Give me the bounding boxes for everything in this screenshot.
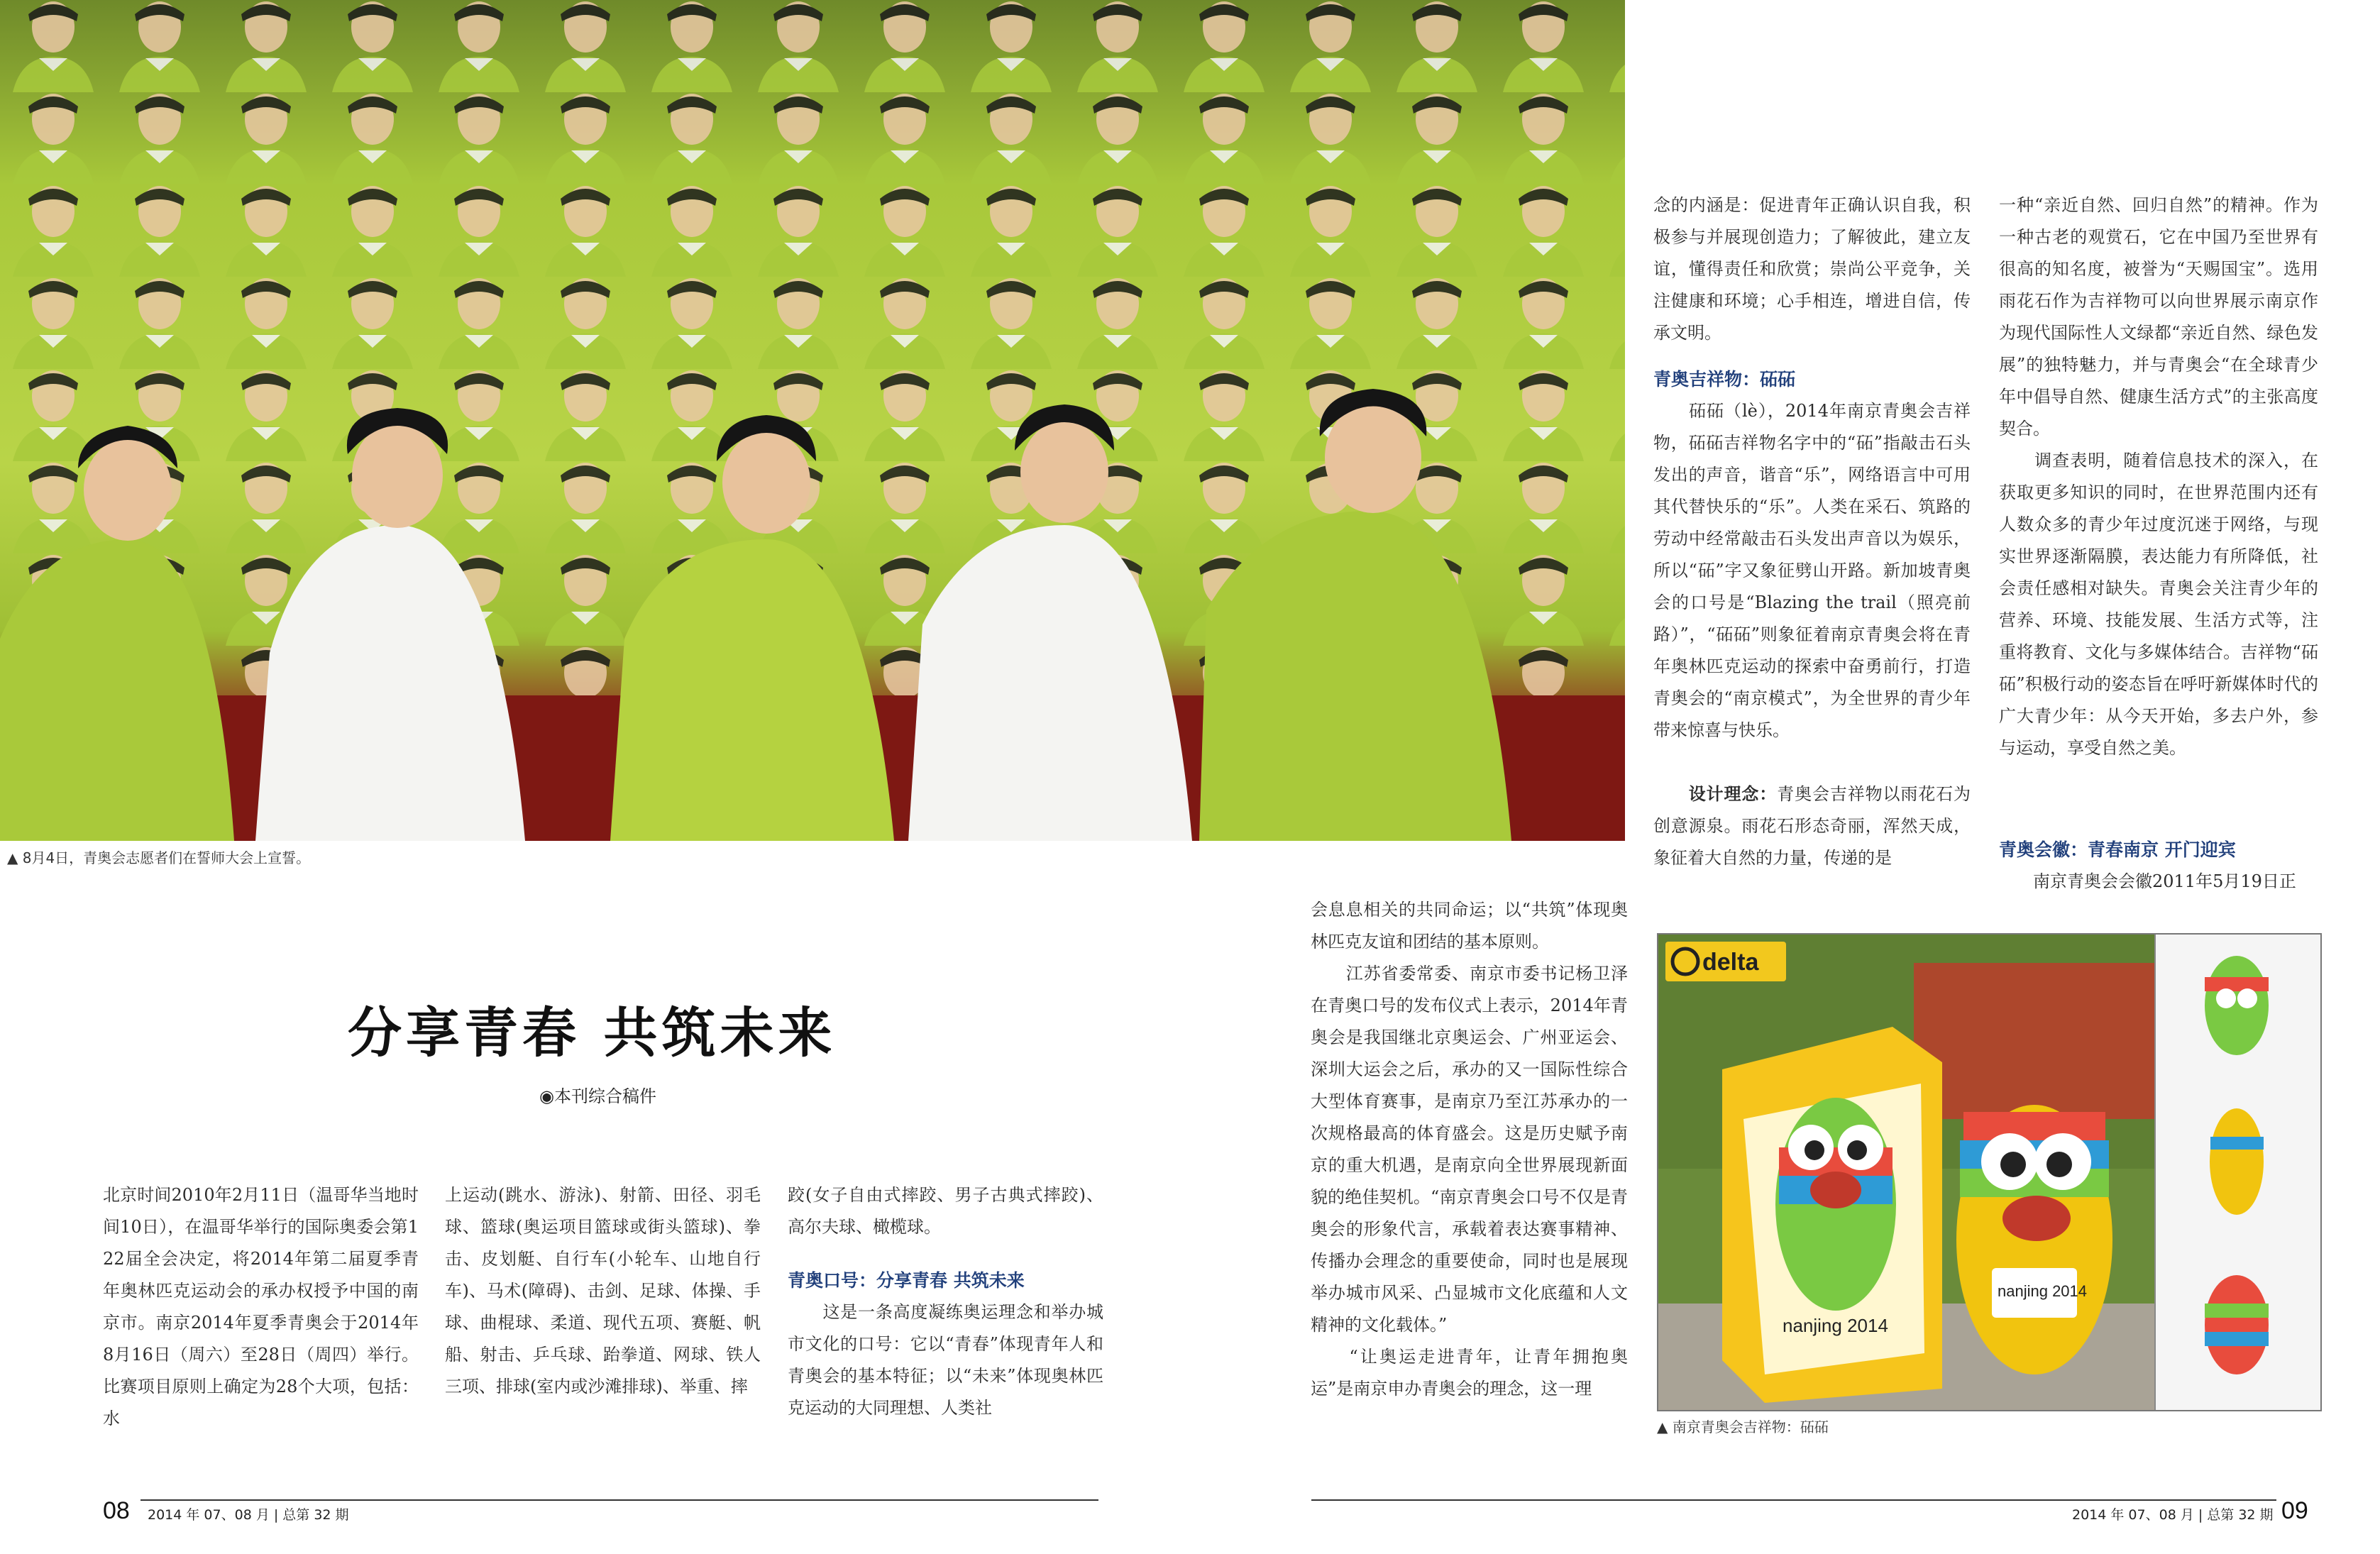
article-byline: ◉本刊综合稿件	[539, 1086, 656, 1106]
right-page-number: 09	[2281, 1497, 2308, 1524]
left-footer-rule	[141, 1499, 1098, 1501]
left-col-3-intro: 跤(女子自由式摔跤、男子古典式摔跤)、高尔夫球、橄榄球。	[788, 1185, 1103, 1237]
mascot-front-view	[2205, 956, 2269, 1055]
mascot-body: 砳砳（lè），2014年南京青奥会吉祥物，砳砳吉祥物名字中的“砳”指敲击石头发出的声音，谐音“乐”，网络语言中可用其代替快乐的“乐”。人类在采石、筑路的劳动中经常敲击石头发出声音以为娱乐，所以“砳”字又象征劈山开路。新加坡青奥会的口号是“Blazing the trail（照亮前路）”，“砳砳”则象征着南京青奥会将在青年奥林匹克运动的探索中奋勇前行，打造青奥会的“南京模式”，为全世界的青少年带来惊喜与快乐。	[1653, 401, 1971, 740]
mascot-photo	[1657, 933, 2322, 1411]
right-footer-rule	[1311, 1499, 2276, 1501]
mascot-tag-outside: nanjing 2014	[1998, 1282, 2088, 1300]
emblem-heading: 青奥会徽：青春南京 开门迎宾	[1999, 839, 2236, 860]
volunteer-oath-photo	[0, 0, 1625, 841]
mascot-heading: 青奥吉祥物：砳砳	[1653, 369, 1796, 390]
left-issue-info: 2014 年 07、08 月 | 总第 32 期	[148, 1507, 349, 1523]
mascot-caption: ▲ 南京青奥会吉祥物：砳砳	[1657, 1418, 1829, 1435]
design-concept-text: 青奥会吉祥物以雨花石为创意源泉。雨花石形态奇丽，浑然天成，象征着大自然的力量，传递的是	[1653, 784, 1971, 868]
right-col-2	[1653, 189, 1971, 874]
design-concept-label: 设计理念：	[1688, 784, 1778, 804]
article-title: 分享青春 共筑未来	[348, 1001, 837, 1064]
slogan-heading: 青奥口号：分享青春 共筑未来	[788, 1270, 1025, 1291]
right-col-2-intro: 念的内涵是：促进青年正确认识自我，积极参与并展现创造力；了解彼此，建立友谊，懂得责任和欣赏；崇尚公平竞争，关注健康和环境；心手相连，增进自信，传承文明。	[1653, 195, 1971, 343]
brand-name: delta	[1702, 949, 1759, 976]
mascot-tag-box: nanjing 2014	[1783, 1315, 1888, 1336]
slogan-body: 这是一条高度凝练奥运理念和举办城市文化的口号：它以“青春”体现青年人和青奥会的基本特征；以“未来”体现奥林匹克运动的大同理想、人类社	[788, 1302, 1103, 1418]
left-col-2: 上运动(跳水、游泳)、射箭、田径、羽毛球、篮球(奥运项目篮球或街头篮球)、拳击、皮划艇、自行车(小轮车、山地自行车)、马术(障碍)、击剑、足球、体操、手球、曲棍球、柔道、现代五项、赛艇、帆船、射击、乒乓球、跆拳道、网球、铁人三项、排球(室内或沙滩排球)、举重、摔	[445, 1185, 761, 1396]
right-col-1: 会息息相关的共同命运；以“共筑”体现奥林匹克友谊和团结的基本原则。 江苏省委常委、南京市委书记杨卫泽在青奥口号的发布仪式上表示，2014年青奥会是我国继北京奥运会、广州亚运会、深圳大运会之后，承办的又一国际性综合大型体育赛事，是南京乃至江苏承办的一次规格最高的体育盛会。这是历史赋予南京的重大机遇，是南京向全世界展现新面貌的绝佳契机。“南京青奥会口号不仅是青奥会的形象代言，承载着表达赛事精神、传播办会理念的重要使命，同时也是展现举办城市风采、凸显城市文化底蕴和人文精神的文化载体。” “让奥运走进青年，让青年拥抱奥运”是南京申办青奥会的理念，这一理	[1311, 900, 1628, 1399]
left-page-number: 08	[103, 1497, 130, 1524]
left-col-1: 北京时间2010年2月11日（温哥华当地时间10日），在温哥华举行的国际奥委会第122届全会决定，将2014年第二届夏季青年奥林匹克运动会的承办权授予中国的南京市。南京2014年夏季青奥会于2014年8月16日（周六）至28日（周四）举行。比赛项目原则上确定为28个大项，包括：水	[103, 1185, 419, 1428]
photo-caption: ▲ 8月4日，青奥会志愿者们在誓师大会上宣誓。	[7, 849, 311, 866]
right-col-3	[1999, 189, 2318, 898]
right-issue-info: 2014 年 07、08 月 | 总第 32 期	[2072, 1507, 2274, 1523]
mascot-back-view	[2205, 1275, 2269, 1374]
crowd-illustration	[0, 0, 1625, 841]
emblem-body: 南京青奥会会徽2011年5月19日正	[1999, 871, 2296, 891]
design-concept	[1653, 778, 1971, 874]
mascot-side-view	[2210, 1108, 2264, 1215]
mascot-illustration	[1658, 935, 2320, 1410]
right-col-3-body: 一种“亲近自然、回归自然”的精神。作为一种古老的观赏石，它在中国乃至世界有很高的知名度，被誉为“天赐国宝”。选用雨花石作为吉祥物可以向世界展示南京作为现代国际性人文绿都“亲近自然、绿色发展”的独特魅力，并与青奥会“在全球青少年中倡导自然、健康生活方式”的主张高度契合。 调查表明，随着信息技术的深入，在获取更多知识的同时，在世界范围内还有人数众多的青少年过度沉迷于网络，与现实世界逐渐隔膜，表达能力有所降低，社会责任感相对缺失。青奥会关注青少年的营养、环境、技能发展、生活方式等，注重将教育、文化与多媒体结合。吉祥物“砳砳”积极行动的姿态旨在呼吁新媒体时代的广大青少年：从今天开始，多去户外，参与运动，享受自然之美。	[1999, 195, 2318, 758]
delta-logo	[1665, 942, 1786, 981]
left-col-3	[788, 1179, 1103, 1424]
